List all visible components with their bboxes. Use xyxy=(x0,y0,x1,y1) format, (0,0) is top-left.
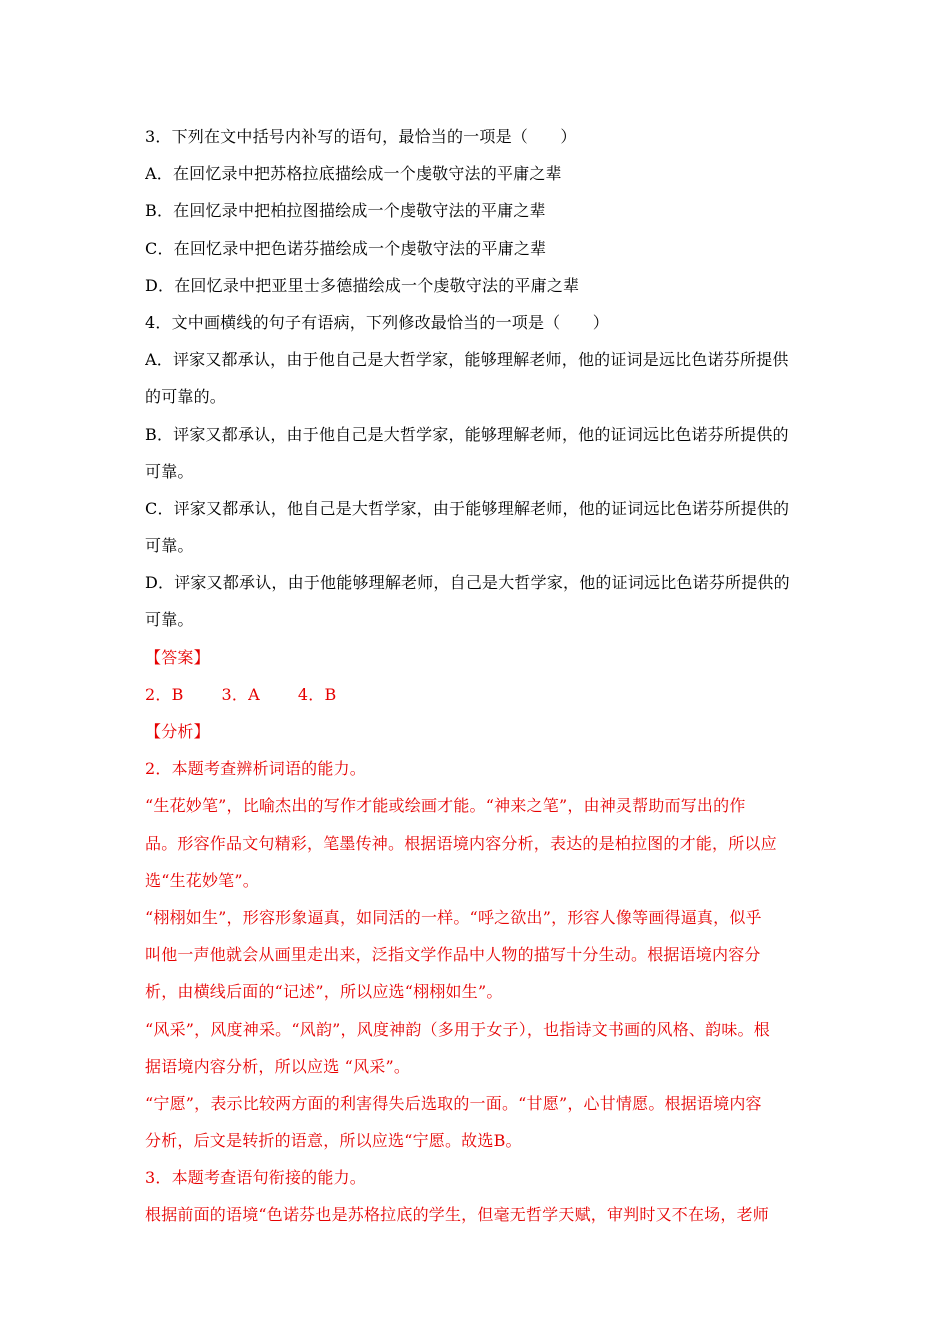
analysis-line: “风采”，风度神采。“风韵”，风度神韵（多用于女子），也指诗文书画的风格、韵味。根 xyxy=(145,1019,770,1039)
question-4-option-c-cont: 可靠。 xyxy=(145,536,194,556)
question-4-option-a: A．评家又都承认，由于他自己是大哲学家，能够理解老师，他的证词是远比色诺芬所提供 xyxy=(145,350,789,370)
analysis-line: 析，由横线后面的“记述”，所以应选“栩栩如生”。 xyxy=(145,982,503,1002)
answer-list xyxy=(145,676,815,713)
analysis-line: 选“生花妙笔”。 xyxy=(145,870,259,890)
question-4-option-d-cont: 可靠。 xyxy=(145,610,194,630)
question-4-option-c: C．评家又都承认，他自己是大哲学家，由于能够理解老师，他的证词远比色诺芬所提供的 xyxy=(145,498,790,518)
question-4-option-a-cont: 的可靠的。 xyxy=(145,387,227,407)
analysis-line: 据语境内容分析，所以应选 “风采”。 xyxy=(145,1056,411,1076)
analysis-heading: 【分析】 xyxy=(145,722,210,741)
question-3-option-c: C．在回忆录中把色诺芬描绘成一个虔敬守法的平庸之辈 xyxy=(145,238,547,258)
question-4-option-b-cont: 可靠。 xyxy=(145,461,194,481)
question-3-option-d: D．在回忆录中把亚里士多德描绘成一个虔敬守法的平庸之辈 xyxy=(145,275,580,295)
analysis-line: “生花妙笔”，比喻杰出的写作才能或绘画才能。“神来之笔”，由神灵帮助而写出的作 xyxy=(145,796,746,816)
question-4-option-d: D．评家又都承认，由于他能够理解老师，自己是大哲学家，他的证词远比色诺芬所提供的 xyxy=(145,573,790,593)
answer-3: 3．A xyxy=(221,684,260,704)
analysis-line: 分析，后文是转折的语意，所以应选“宁愿。故选B。 xyxy=(145,1131,522,1151)
analysis-block xyxy=(145,713,815,1234)
question-block xyxy=(145,118,815,639)
analysis-line: “宁愿”，表示比较两方面的利害得失后选取的一面。“甘愿”，心甘情愿。根据语境内容 xyxy=(145,1093,762,1113)
question-3-option-b: B．在回忆录中把柏拉图描绘成一个虔敬守法的平庸之辈 xyxy=(145,201,546,221)
analysis-line: 品。形容作品文句精彩，笔墨传神。根据语境内容分析，表达的是柏拉图的才能，所以应 xyxy=(145,833,777,853)
question-4-stem: 4．文中画横线的句子有语病，下列修改最恰当的一项是（ ） xyxy=(145,312,609,332)
answer-block xyxy=(145,639,815,713)
question-3-option-a: A．在回忆录中把苏格拉底描绘成一个虔敬守法的平庸之辈 xyxy=(145,164,562,184)
answer-heading: 【答案】 xyxy=(145,647,210,667)
answer-4: 4．B xyxy=(297,684,337,704)
answer-2: 2．B xyxy=(145,684,184,704)
analysis-line: 根据前面的语境“色诺芬也是苏格拉底的学生，但毫无哲学天赋，审判时又不在场，老师 xyxy=(145,1205,769,1225)
analysis-line: 2．本题考查辨析词语的能力。 xyxy=(145,759,366,779)
analysis-line: 叫他一声他就会从画里走出来，泛指文学作品中人物的描写十分生动。根据语境内容分 xyxy=(145,945,761,965)
question-3-stem: 3．下列在文中括号内补写的语句，最恰当的一项是（ ） xyxy=(145,127,577,146)
document-page xyxy=(145,118,815,1234)
analysis-line: 3．本题考查语句衔接的能力。 xyxy=(145,1168,366,1188)
question-4-option-b: B．评家又都承认，由于他自己是大哲学家，能够理解老师，他的证词远比色诺芬所提供的 xyxy=(145,424,789,444)
analysis-line: “栩栩如生”，形容形象逼真，如同活的一样。“呼之欲出”，形容人像等画得逼真，似乎 xyxy=(145,907,762,927)
